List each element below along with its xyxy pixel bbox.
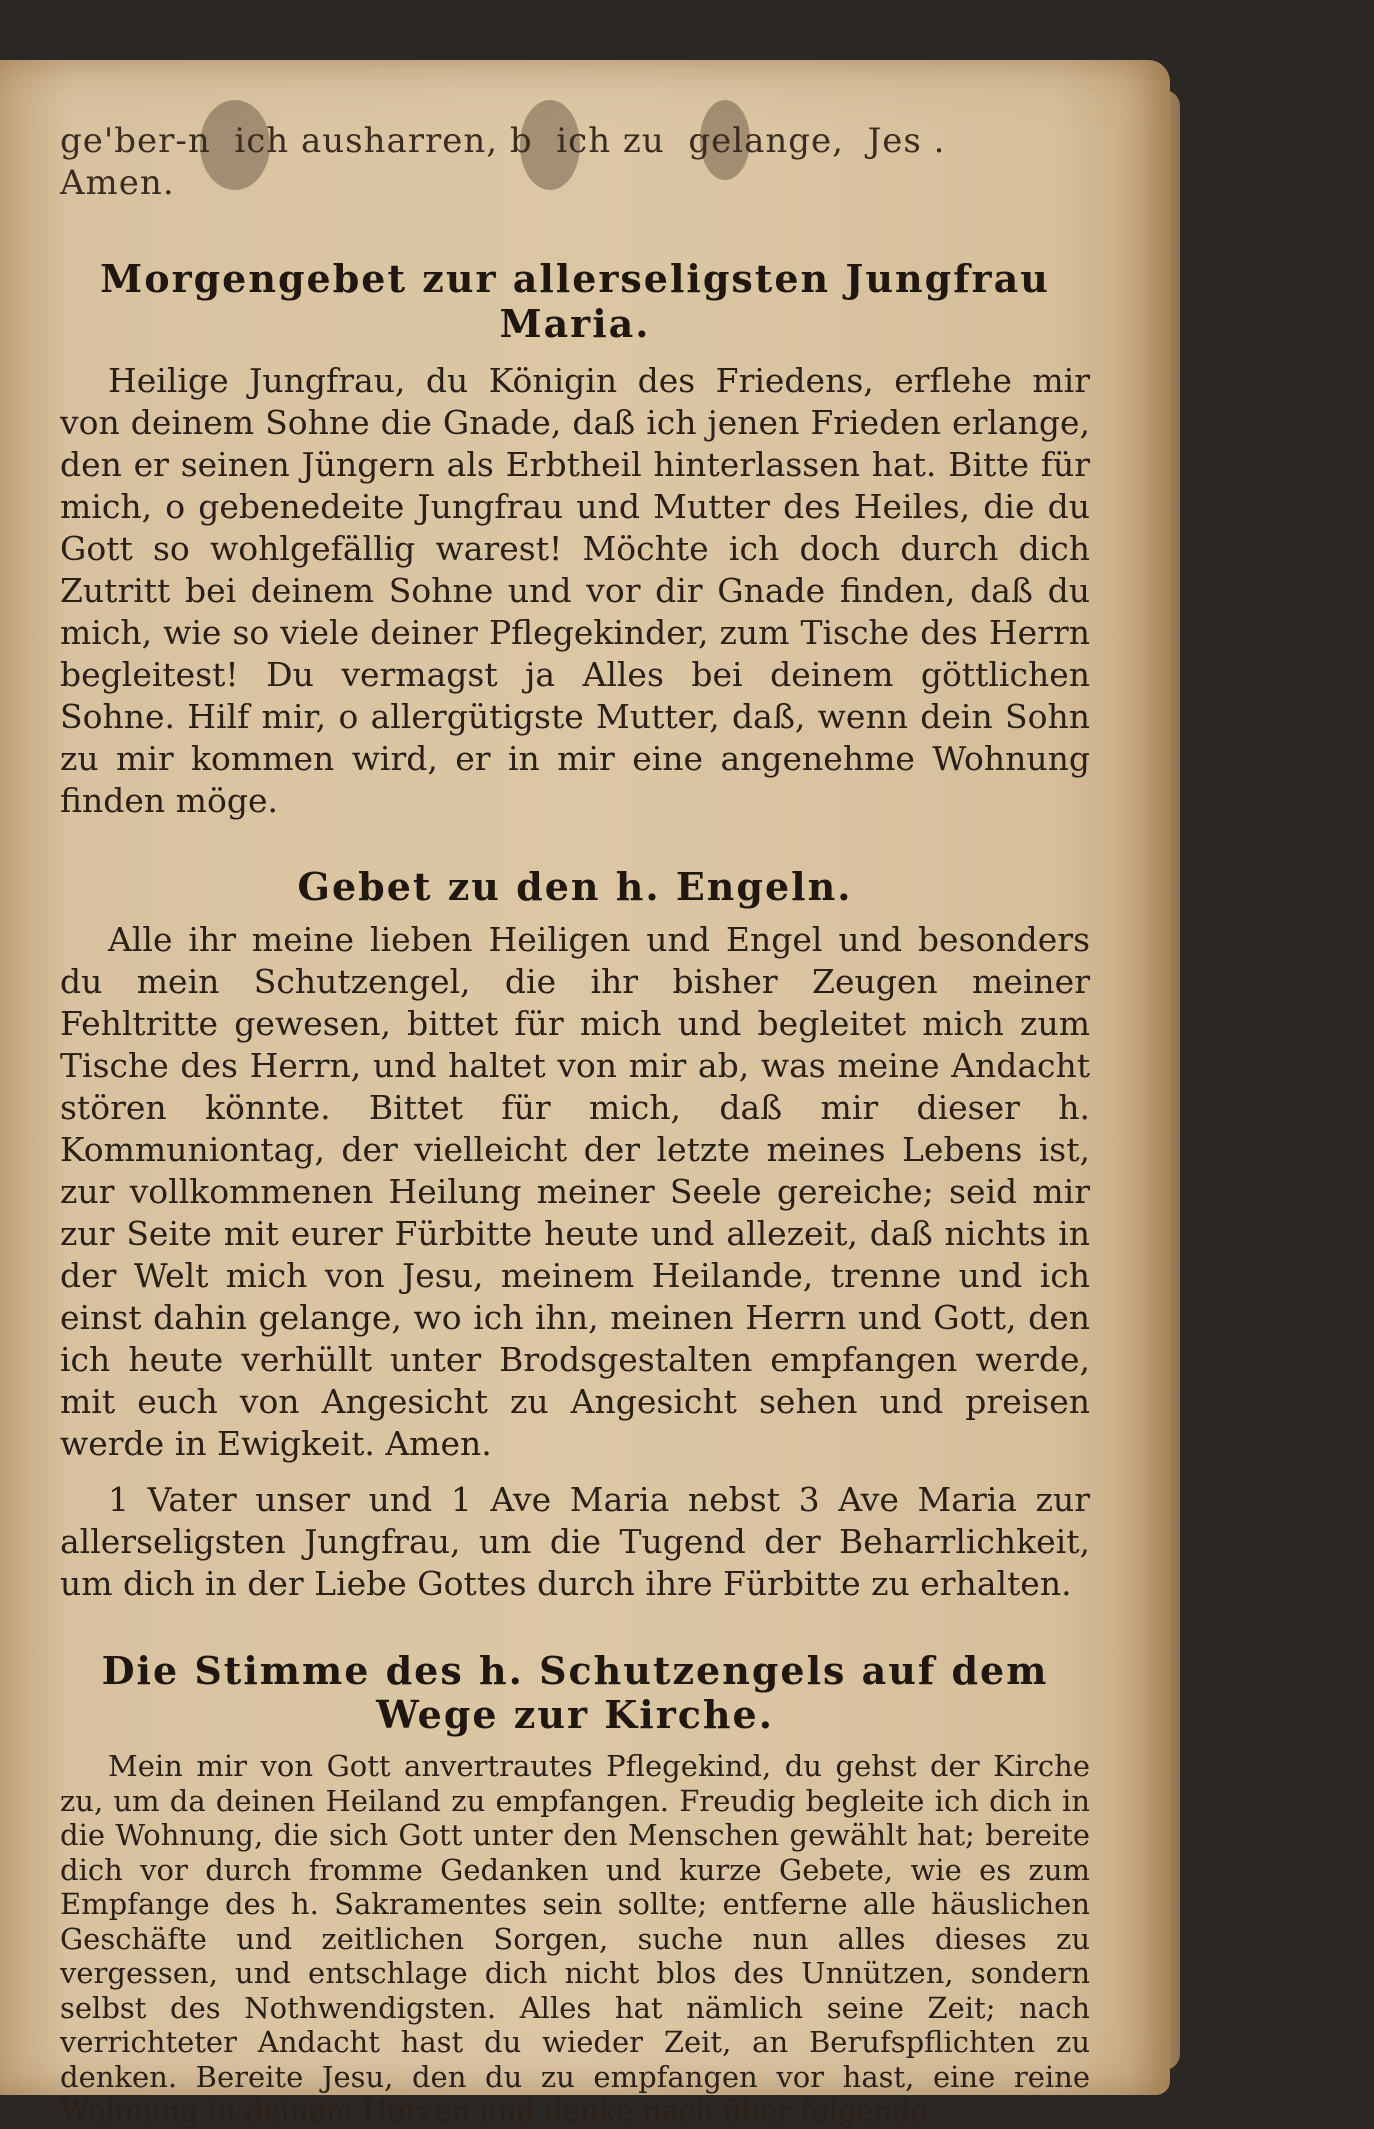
fragment-line-2: Amen. — [60, 163, 175, 203]
prayer-note: 1 Vater unser und 1 Ave Maria nebst 3 Ave Maria zur allerseligsten Jungfrau, um die Tugend der Beharrlichkeit, um dich in der Liebe Gottes durch ihre Fürbitte zu erhalten. — [60, 1480, 1090, 1603]
fragment-line-1: ge'ber-n ich ausharren, b ich zu gelange, Jes . — [60, 121, 946, 161]
section-title-guardian-angel: Die Stimme des h. Schutzengels auf dem Wege zur Kirche. — [101, 1648, 1049, 1737]
section-title-morning-prayer: Morgengebet zur allerseligsten Jungfrau Maria. — [100, 256, 1050, 346]
section-body-guardian-angel: Mein mir von Gott anvertrautes Pflegekind, du gehst der Kirche zu, um da deinen Heiland zu empfangen. Freudig begleite ich dich in die Wohnung, die sich Gott unter den Menschen gewählt hat; bereite dich vor durch fromme Gedanken und kurze Gebete, wie es zum Empfange des h. Sakramentes sein sollte; entferne alle häuslichen Geschäfte und zeitlichen Sorgen, suche nun alles dieses zu vergessen, und entschlage dich nicht blos des Unnützen, sondern selbst des Nothwendigsten. Alles hat nämlich seine Zeit; nach verrichteter Andacht hast du wieder Zeit, an Berufspflichten zu denken. Bereite Jesu, den du zu empfangen vor hast, eine reine Wohnung in deinem Herzen und denke nach über folgende — [60, 1749, 1090, 2128]
section-body-morning-prayer: Heilige Jungfrau, du Königin des Friedens, erflehe mir von deinem Sohne die Gnade, daß ich jenen Frieden erlange, den er seinen Jüngern als Erbtheil hinterlassen hat. Bitte für mich, o gebenedeite Jungfrau und Mutter des Heiles, die du Gott so wohlgefällig warest! Möchte ich doch durch dich Zutritt bei deinem Sohne und vor dir Gnade finden, daß du mich, wie so viele deiner Pflegekinder, zum Tische des Herrn begleitest! Du vermagst ja Alles bei deinem göttlichen Sohne. Hilf mir, o allergütigste Mutter, daß, wenn dein Sohn zu mir kommen wird, er in mir eine angenehme Wohnung finden möge. — [60, 361, 1090, 820]
page-content — [60, 120, 1090, 2129]
section-title-angel-prayer: Gebet zu den h. Engeln. — [297, 864, 853, 909]
section-body-angel-prayer: Alle ihr meine lieben Heiligen und Engel und besonders du mein Schutzengel, die ihr bisher Zeugen meiner Fehltritte gewesen, bittet für mich und begleitet mich zum Tische des Herrn, und haltet von mir ab, was meine Andacht stören könnte. Bittet für mich, daß mir dieser h. Kommuniontag, der vielleicht der letzte meines Lebens ist, zur vollkommenen Heilung meiner Seele gereiche; seid mir zur Seite mit eurer Fürbitte heute und allezeit, daß nichts in der Welt mich von Jesu, meinem Heilande, trenne und ich einst dahin gelange, wo ich ihn, meinen Herrn und Gott, den ich heute verhüllt unter Brodsgestalten empfangen werde, mit euch von Angesicht zu Angesicht sehen und preisen werde in Ewigkeit. Amen. — [60, 920, 1090, 1463]
